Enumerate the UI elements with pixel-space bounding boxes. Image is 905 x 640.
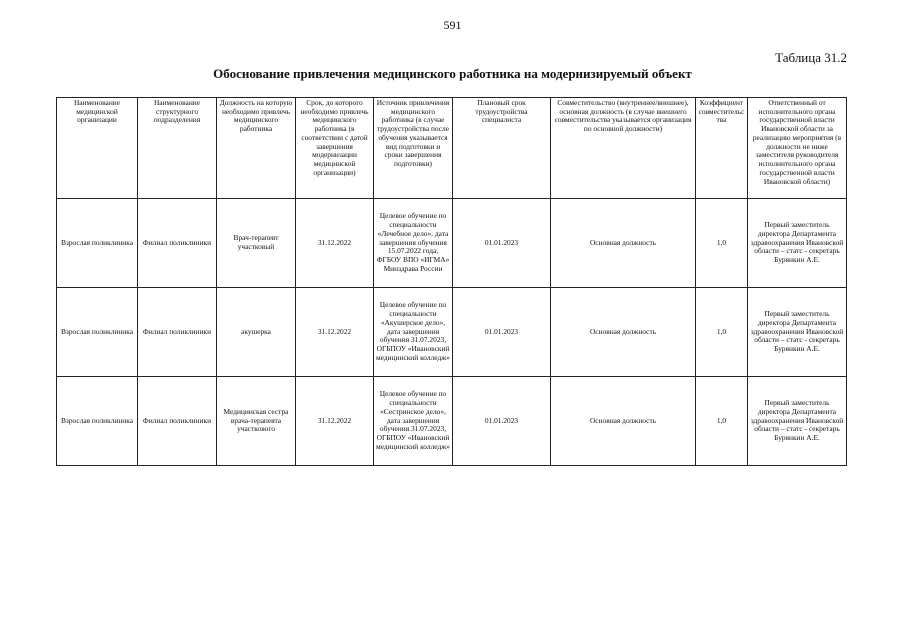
page-number: 591 — [443, 18, 462, 32]
header-combination: Совместительство (внутреннее/внешнее), основная должность (в случае внешнего совместительства указывается организация по основной должности) — [551, 98, 696, 199]
justification-table — [56, 97, 847, 466]
cell-combination: Основная должность — [551, 288, 696, 377]
cell-organization: Взрослая поликлиника — [57, 288, 138, 377]
cell-deadline: 31.12.2022 — [296, 288, 374, 377]
cell-division: Филиал поликлиники — [138, 377, 217, 466]
cell-division: Филиал поликлиники — [138, 199, 217, 288]
header-coefficient: Коэффициент совместительства — [696, 98, 748, 199]
cell-coefficient: 1,0 — [696, 377, 748, 466]
cell-responsible: Первый заместитель директора Департамента здравоохранения Ивановской области – статс - секретарь Бурянкин А.Е. — [748, 288, 847, 377]
cell-division: Филиал поликлиники — [138, 288, 217, 377]
cell-source: Целевое обучение по специальности «Акушерское дело», дата завершения обучения 31.07.2023, ОГБПОУ «Ивановский медицинский колледж» — [374, 288, 453, 377]
cell-source: Целевое обучение по специальности «Сестринское дело», дата завершения обучения 31.07.2023, ОГБПОУ «Ивановский медицинский колледж» — [374, 377, 453, 466]
header-deadline: Срок, до которого необходимо привлечь медицинского работника (в соответствии с датой завершения модернизации медицинской организации) — [296, 98, 374, 199]
cell-hire-date: 01.01.2023 — [453, 288, 551, 377]
cell-combination: Основная должность — [551, 377, 696, 466]
cell-organization: Взрослая поликлиника — [57, 377, 138, 466]
cell-hire-date: 01.01.2023 — [453, 199, 551, 288]
header-position: Должность на которую необходимо привлечь медицинского работника — [217, 98, 296, 199]
header-source: Источник привлечения медицинского работника (в случае трудоустройства после обучения указывается вид подготовки и сроки завершения подготовки) — [374, 98, 453, 199]
table-header-row — [57, 98, 847, 199]
cell-position: акушерка — [217, 288, 296, 377]
document-title: Обоснование привлечения медицинского работника на модернизируемый объект — [213, 66, 692, 81]
header-responsible: Ответственный от исполнительного органа государственной власти Ивановской области за реализацию мероприятия (в должности не ниже заместителя руководителя исполнительного органа государственной власти Ивановской области) — [748, 98, 847, 199]
header-hire-date: Плановый срок трудоустройства специалиста — [453, 98, 551, 199]
header-division: Наименование структурного подразделения — [138, 98, 217, 199]
cell-position: Медицинская сестра врача-терапевта участкового — [217, 377, 296, 466]
table-row — [57, 199, 847, 288]
header-organization: Наименование медицинской организации — [57, 98, 138, 199]
cell-responsible: Первый заместитель директора Департамента здравоохранения Ивановской области – статс - секретарь Бурянкин А.Е. — [748, 199, 847, 288]
cell-source: Целевое обучение по специальности «Лечебное дело», дата завершения обучения 15.07.2022 года, ФГБОУ ВПО «ИГМА» Минздрава России — [374, 199, 453, 288]
cell-position: Врач-терапевт участковый — [217, 199, 296, 288]
cell-coefficient: 1,0 — [696, 288, 748, 377]
cell-coefficient: 1,0 — [696, 199, 748, 288]
cell-hire-date: 01.01.2023 — [453, 377, 551, 466]
table-row — [57, 377, 847, 466]
table-label: Таблица 31.2 — [775, 50, 847, 65]
cell-responsible: Первый заместитель директора Департамента здравоохранения Ивановской области – статс - секретарь Бурянкин А.Е. — [748, 377, 847, 466]
cell-organization: Взрослая поликлиника — [57, 199, 138, 288]
cell-deadline: 31.12.2022 — [296, 199, 374, 288]
cell-deadline: 31.12.2022 — [296, 377, 374, 466]
table-row — [57, 288, 847, 377]
cell-combination: Основная должность — [551, 199, 696, 288]
